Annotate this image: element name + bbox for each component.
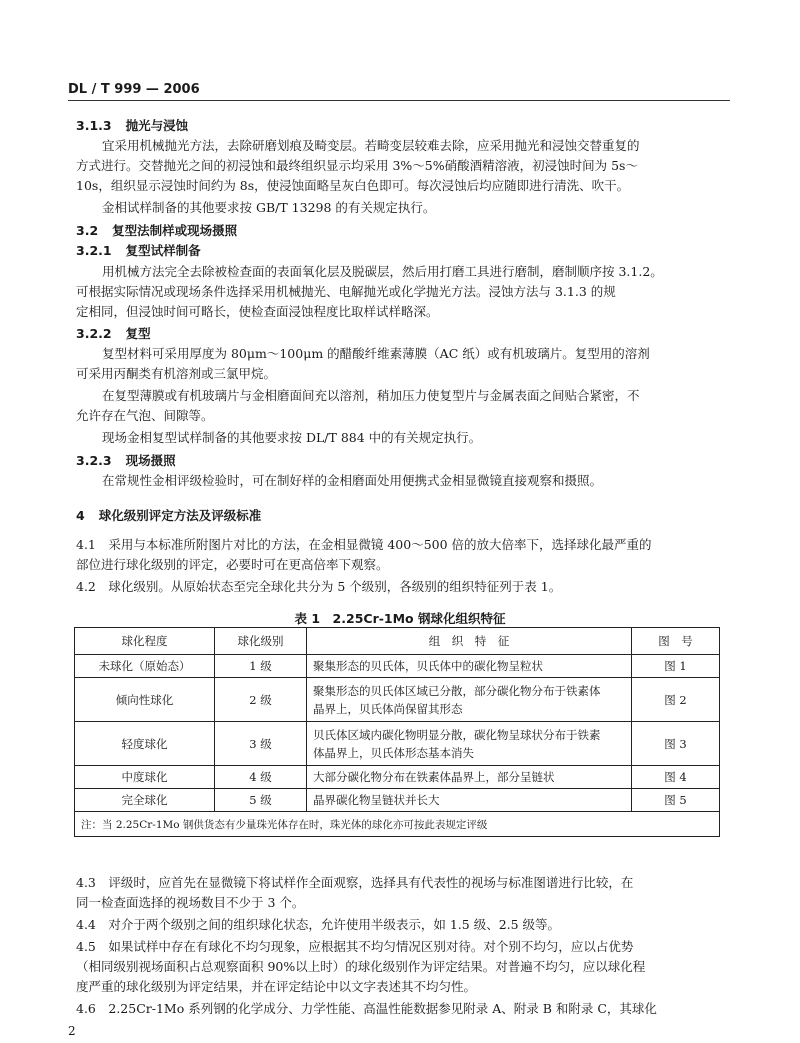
cell-figure: 图 5 xyxy=(632,789,720,812)
cell-degree: 倾向性球化 xyxy=(75,678,215,722)
cell-figure: 图 3 xyxy=(632,722,720,766)
header-feature: 组 织 特 征 xyxy=(307,628,632,655)
table-row xyxy=(75,678,720,722)
table-header-row xyxy=(75,628,720,655)
paragraph-3-2-2-other: 现场金相复型试样制备的其他要求按 DL/T 884 中的有关规定执行。 xyxy=(102,430,482,445)
paragraph-3-1-3-other: 金相试样制备的其他要求按 GB/T 13298 的有关规定执行。 xyxy=(102,200,436,215)
cell-grade: 3 级 xyxy=(215,722,307,766)
paragraph-4-4: 4.4 对介于两个级别之间的组织球化状态，允许使用半级表示，如 1.5 级、2.5 级等。 xyxy=(76,917,561,932)
cell-feature: 聚集形态的贝氏体，贝氏体中的碳化物呈粒状 xyxy=(307,655,632,678)
table-note: 注：当 2.25Cr-1Mo 钢供货态有少量珠光体存在时，珠光体的球化亦可按此表规定评级 xyxy=(75,812,720,837)
table-1 xyxy=(74,627,720,837)
heading-3-1-3: 3.1.3 抛光与浸蚀 xyxy=(76,118,189,133)
cell-figure: 图 4 xyxy=(632,766,720,789)
header-degree: 球化程度 xyxy=(75,628,215,655)
table-row xyxy=(75,766,720,789)
paragraph-4-1: 4.1 采用与本标准所附图片对比的方法，在金相显微镜 400～500 倍的放大倍率下，选择球化最严重的 部位进行球化级别的评定，必要时可在更高倍率下观察。 xyxy=(76,537,652,572)
paragraph-3-2-2-material: 复型材料可采用厚度为 80μm～100μm 的醋酸纤维素薄膜（AC 纸）或有机玻璃片。复型用的溶剂 可采用丙酮类有机溶剂或三氯甲烷。 xyxy=(76,346,650,381)
table-1-caption: 表 1 2.25Cr-1Mo 钢球化组织特征 xyxy=(294,611,506,626)
paragraph-3-2-3: 在常规性金相评级检验时，可在制好样的金相磨面处用便携式金相显微镜直接观察和摄照。 xyxy=(102,473,603,488)
heading-3-2-3: 3.2.3 现场摄照 xyxy=(76,453,176,468)
header-figure: 图 号 xyxy=(632,628,720,655)
table-row xyxy=(75,722,720,766)
cell-degree: 中度球化 xyxy=(75,766,215,789)
heading-3-2-2: 3.2.2 复型 xyxy=(76,326,151,341)
cell-feature: 聚集形态的贝氏体区域已分散，部分碳化物分布于铁素体 晶界上，贝氏体尚保留其形态 xyxy=(307,678,632,722)
cell-grade: 1 级 xyxy=(215,655,307,678)
table-note-row xyxy=(75,812,720,837)
page-number: 2 xyxy=(68,1024,76,1038)
cell-grade: 2 级 xyxy=(215,678,307,722)
cell-feature: 大部分碳化物分布在铁素体晶界上，部分呈链状 xyxy=(307,766,632,789)
cell-feature: 贝氏体区域内碳化物明显分散，碳化物呈球状分布于铁素 体晶界上，贝氏体形态基本消失 xyxy=(307,722,632,766)
paragraph-4-5: 4.5 如果试样中存在有球化不均匀现象，应根据其不均匀情况区别对待。对个别不均匀，应以占优势 （相同级别视场面积占总观察面积 90%以上时）的球化级别作为评定结果。对普遍不均匀，应以球化程 度严重的球化级别为评定结果，并在评定结论中以文字表述其不均匀性。 xyxy=(76,939,646,994)
table-row xyxy=(75,789,720,812)
cell-feature: 晶界碳化物呈链状并长大 xyxy=(307,789,632,812)
header-rule xyxy=(68,100,730,101)
paragraph-4-3: 4.3 评级时，应首先在显微镜下将试样作全面观察，选择具有代表性的视场与标准图谱进行比较，在 同一检查面选择的视场数目不少于 3 个。 xyxy=(76,875,634,910)
header-grade: 球化级别 xyxy=(215,628,307,655)
paragraph-3-2-1: 用机械方法完全去除被检查面的表面氧化层及脱碳层，然后用打磨工具进行磨制，磨制顺序按 3.1.2。 可根据实际情况或现场条件选择采用机械抛光、电解抛光或化学抛光方法。浸蚀方法与 3.1.3 的规 定相同，但浸蚀时间可略长，使检查面浸蚀程度比取样试样略深。 xyxy=(76,264,663,319)
cell-degree: 完全球化 xyxy=(75,789,215,812)
cell-figure: 图 1 xyxy=(632,655,720,678)
paragraph-3-2-2-method: 在复型薄膜或有机玻璃片与金相磨面间充以溶剂，稍加压力使复型片与金属表面之间贴合紧密，不 允许存在气泡、间隙等。 xyxy=(76,388,640,423)
cell-figure: 图 2 xyxy=(632,678,720,722)
heading-3-2-1: 3.2.1 复型试样制备 xyxy=(76,243,201,258)
paragraph-3-1-3: 宜采用机械抛光方法，去除研磨划痕及畸变层。若畸变层较难去除，应采用抛光和浸蚀交替重复的 方式进行。交替抛光之间的初浸蚀和最终组织显示均采用 3%～5%硝酸酒精溶液，初浸蚀时间为 5s～ 10s，组织显示浸蚀时间约为 8s，使浸蚀面略呈灰白色即可。每次浸蚀后均应随即进行清洗、吹干。 xyxy=(76,138,640,193)
cell-grade: 5 级 xyxy=(215,789,307,812)
paragraph-4-6: 4.6 2.25Cr-1Mo 系列钢的化学成分、力学性能、高温性能数据参见附录 A、附录 B 和附录 C，其球化 xyxy=(76,1001,657,1016)
standard-code: DL / T 999 — 2006 xyxy=(68,82,200,97)
table-row xyxy=(75,655,720,678)
cell-grade: 4 级 xyxy=(215,766,307,789)
cell-degree: 轻度球化 xyxy=(75,722,215,766)
paragraph-4-2: 4.2 球化级别。从原始状态至完全球化共分为 5 个级别，各级别的组织特征列于表 1。 xyxy=(76,579,562,594)
heading-4: 4 球化级别评定方法及评级标准 xyxy=(76,508,262,523)
heading-3-2: 3.2 复型法制样或现场摄照 xyxy=(76,223,238,238)
cell-degree: 未球化（原始态） xyxy=(75,655,215,678)
